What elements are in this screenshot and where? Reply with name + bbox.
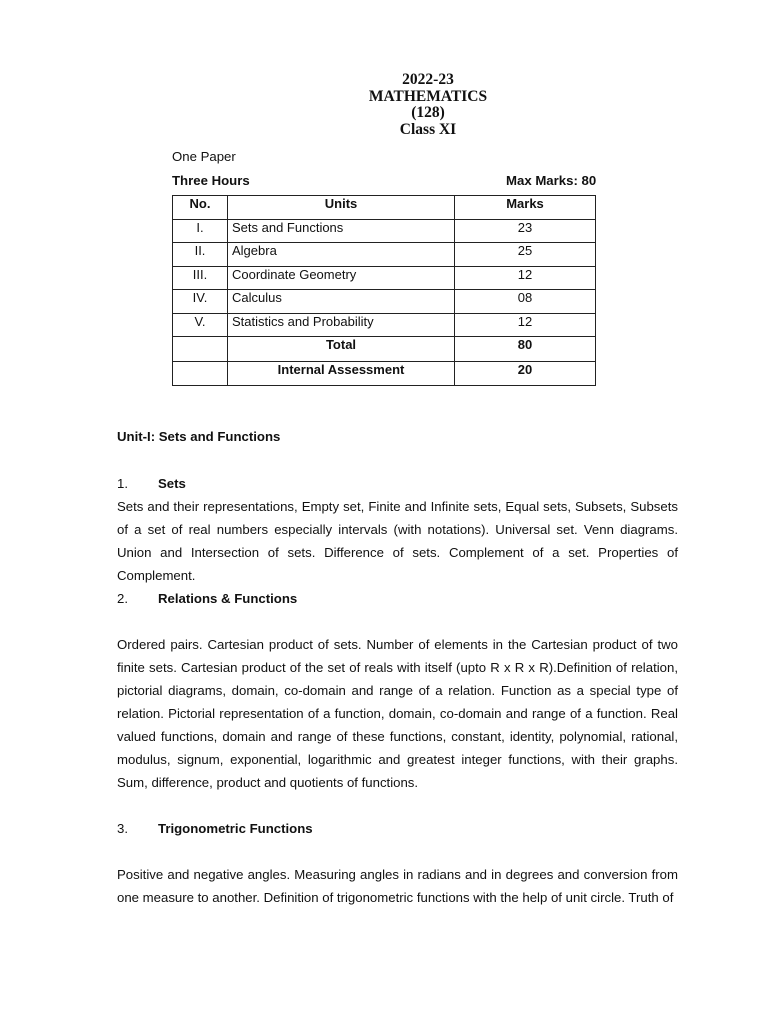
unit-name: Statistics and Probability <box>228 313 455 337</box>
paper-count: One Paper <box>172 149 236 164</box>
unit-number: V. <box>173 313 228 337</box>
table-header-row <box>173 196 596 220</box>
section-body: Ordered pairs. Cartesian product of sets. Number of elements in the Cartesian product of two finite sets. Cartesian product of the set of reals with itself (upto R x R x R).Definition of relation, pictorial diagrams, domain, co-domain and range of a relation. Function as a special type of relation. Pictorial representation of a function, domain, co-domain and range of a function. Real valued functions, domain and range of these functions, constant, identity, polynomial, rational, modulus, signum, exponential, logarithmic and greatest integer functions, with their graphs. Sum, difference, product and quotients of functions. <box>117 637 678 790</box>
section-title: Sets <box>158 476 186 491</box>
table-row <box>173 243 596 267</box>
unit-number: III. <box>173 266 228 290</box>
header-no: No. <box>173 196 228 220</box>
unit-number: II. <box>173 243 228 267</box>
internal-assessment-row <box>173 361 596 386</box>
total-row <box>173 337 596 362</box>
internal-assessment-label: Internal Assessment <box>228 361 455 386</box>
table-row <box>173 313 596 337</box>
internal-assessment-value: 20 <box>455 361 596 386</box>
unit-marks: 12 <box>455 266 596 290</box>
year-label: 2022-23 <box>402 71 454 88</box>
document-heading <box>0 72 768 138</box>
unit-title: Unit-I: Sets and Functions <box>117 429 281 444</box>
unit-number: IV. <box>173 290 228 314</box>
section-number: 3. <box>117 821 128 836</box>
empty-cell <box>173 361 228 386</box>
unit-name: Coordinate Geometry <box>228 266 455 290</box>
section-number: 2. <box>117 591 128 606</box>
total-value: 80 <box>455 337 596 362</box>
table-row <box>173 290 596 314</box>
table-row <box>173 266 596 290</box>
unit-name: Algebra <box>228 243 455 267</box>
unit-marks: 08 <box>455 290 596 314</box>
subject-title: MATHEMATICS <box>368 87 488 105</box>
section-title: Relations & Functions <box>158 591 298 606</box>
class-label: Class XI <box>399 120 457 138</box>
section-title: Trigonometric Functions <box>158 821 313 836</box>
duration-label: Three Hours <box>172 173 250 188</box>
section-body: Positive and negative angles. Measuring angles in radians and in degrees and conversion from one measure to another. Definition of trigonometric functions with the help of unit circle. Truth of <box>117 867 678 905</box>
marks-distribution-table <box>172 195 596 386</box>
subject-code: (128) <box>411 104 445 121</box>
header-units: Units <box>228 196 455 220</box>
unit-marks: 12 <box>455 313 596 337</box>
unit-number: I. <box>173 219 228 243</box>
unit-name: Calculus <box>228 290 455 314</box>
empty-cell <box>173 337 228 362</box>
unit-name: Sets and Functions <box>228 219 455 243</box>
section-number: 1. <box>117 476 128 491</box>
section-body: Sets and their representations, Empty set, Finite and Infinite sets, Equal sets, Subsets, Subsets of a set of real numbers especially intervals (with notations). Universal set. Venn diagrams. Union and Intersection of sets. Difference of sets. Complement of a set. Properties of Complement. <box>117 499 678 583</box>
unit-marks: 25 <box>455 243 596 267</box>
total-label: Total <box>228 337 455 362</box>
header-marks: Marks <box>455 196 596 220</box>
unit-marks: 23 <box>455 219 596 243</box>
table-row <box>173 219 596 243</box>
max-marks-label: Max Marks: 80 <box>506 173 597 188</box>
